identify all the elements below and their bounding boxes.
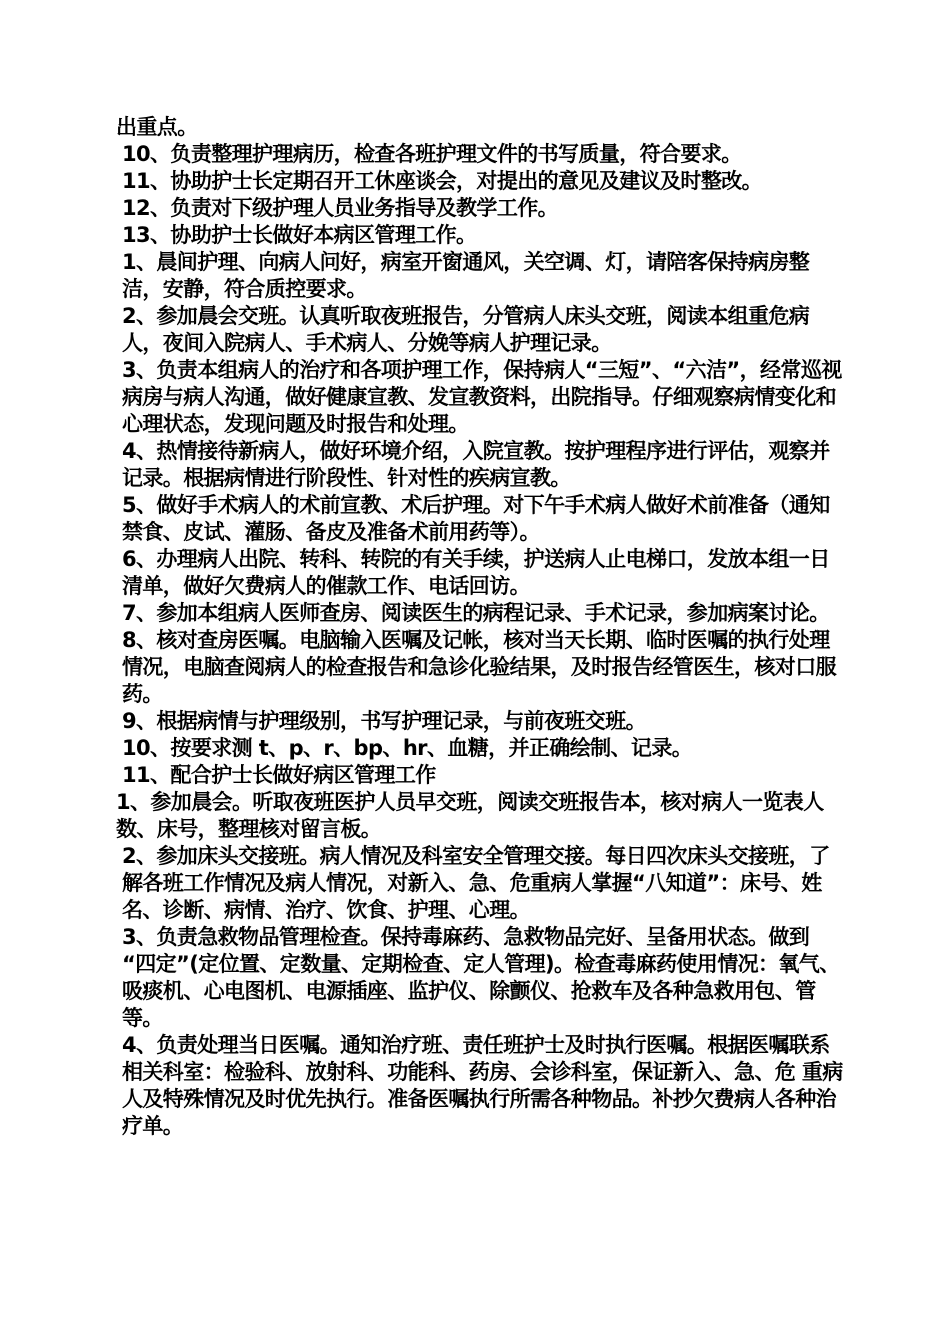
- paragraph-duty-1: 1、晨间护理、向病人问好，病室开窗通风，关空调、灯，请陪客保持病房整洁，安静，符合质控要求。: [122, 250, 810, 301]
- paragraph-duty-4: 4、热情接待新病人，做好环境介绍，入院宣教。按护理程序进行评估，观察并记录。根据病情进行阶段性、针对性的疾病宣教。: [122, 439, 830, 490]
- paragraph-duty-9: 9、根据病情与护理级别，书写护理记录，与前夜班交班。: [122, 709, 647, 733]
- paragraph-head-nurse-3: 3、负责急救物品管理检查。保持毒麻药、急救物品完好、呈备用状态。做到 “四定”(定位置、定数量、定期检查、定人管理)。检查毒麻药使用情况：氧气、吸痰机、心电图机、电源插座、监护仪、除颤仪、抢救车及各种急救用包、管等。: [122, 925, 840, 1030]
- paragraph-item-10: 10、负责整理护理病历，检查各班护理文件的书写质量，符合要求。: [122, 142, 742, 166]
- paragraph-item-11: 11、协助护士长定期召开工休座谈会，对提出的意见及建议及时整改。: [122, 169, 763, 193]
- paragraph-head-nurse-4: 4、负责处理当日医嘱。通知治疗班、责任班护士及时执行医嘱。根据医嘱联系相关科室：检验科、放射科、功能科、药房、会诊科室，保证新入、急、危 重病人及特殊情况及时优先执行。准备医嘱执行所需各种物品。补抄欠费病人各种治疗单。: [122, 1033, 843, 1138]
- paragraph-duty-6: 6、办理病人出院、转科、转院的有关手续，护送病人止电梯口，发放本组一日清单，做好欠费病人的催款工作、电话回访。: [122, 547, 830, 598]
- paragraph-duty-7: 7、参加本组病人医师查房、阅读医生的病程记录、手术记录，参加病案讨论。: [122, 601, 830, 625]
- paragraph-duty-5: 5、做好手术病人的术前宣教、术后护理。对下午手术病人做好术前准备（通知禁食、皮试、灌肠、备皮及准备术前用药等）。: [122, 493, 830, 544]
- document-body: [116, 114, 848, 1140]
- paragraph-head-nurse-2: 2、参加床头交接班。病人情况及科室安全管理交接。每日四次床头交接班，了解各班工作情况及病人情况，对新入、急、危重病人掌握“八知道”：床号、姓名、诊断、病情、治疗、饮食、护理、心理。: [122, 844, 830, 922]
- paragraph-head-nurse-1: 1、参加晨会。听取夜班医护人员早交班，阅读交班报告本，核对病人一览表人数、床号，整理核对留言板。: [116, 790, 824, 841]
- paragraph-duty-8: 8、核对查房医嘱。电脑输入医嘱及记帐，核对当天长期、临时医嘱的执行处理情况，电脑查阅病人的检查报告和急诊化验结果，及时报告经管医生，核对口服药。: [122, 628, 836, 706]
- paragraph-duty-2: 2、参加晨会交班。认真听取夜班报告，分管病人床头交班，阅读本组重危病人，夜间入院病人、手术病人、分娩等病人护理记录。: [122, 304, 810, 355]
- paragraph-continuation: 出重点。: [116, 115, 198, 139]
- paragraph-duty-11: 11、配合护士长做好病区管理工作: [122, 763, 436, 787]
- paragraph-item-13: 13、协助护士长做好本病区管理工作。: [122, 223, 477, 247]
- paragraph-duty-10: 10、按要求测 t、p、r、bp、hr、血糖，并正确绘制、记录。: [122, 736, 693, 760]
- paragraph-duty-3: 3、负责本组病人的治疗和各项护理工作，保持病人“三短”、“六洁”，经常巡视病房与病人沟通，做好健康宣教、发宣教资料，出院指导。仔细观察病情变化和心理状态，发现问题及时报告和处理。: [122, 358, 842, 436]
- paragraph-item-12: 12、负责对下级护理人员业务指导及教学工作。: [122, 196, 559, 220]
